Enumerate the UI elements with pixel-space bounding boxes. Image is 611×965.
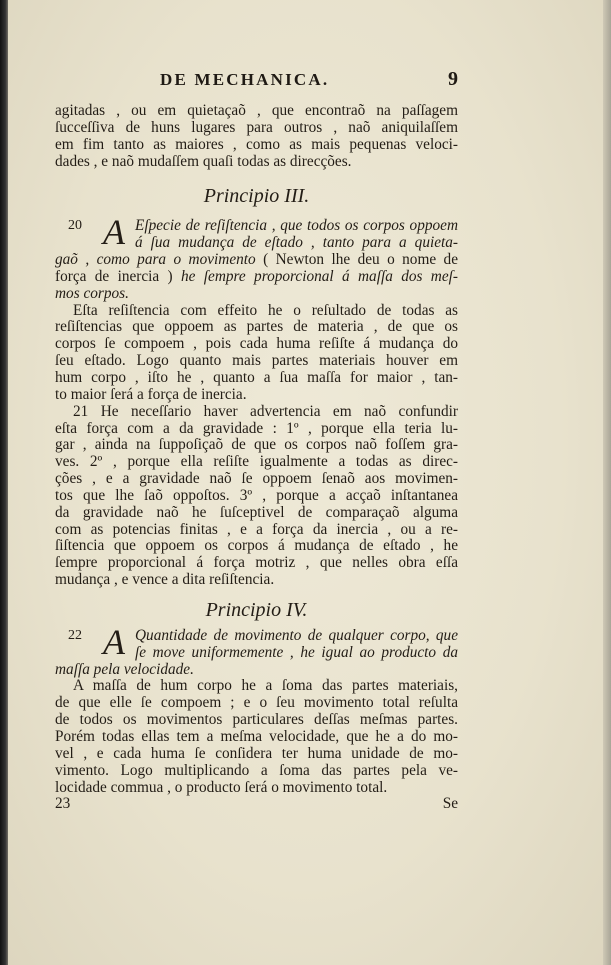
- italic-text: mos corpos.: [55, 284, 129, 302]
- page-body: [55, 103, 458, 814]
- text-line: [55, 103, 458, 120]
- text-line: [55, 746, 458, 763]
- text: tos que lhe ſaõ oppoſtos. 3º , porque a acçaõ inſtantanea: [55, 486, 458, 504]
- catchword: 23 Se: [55, 795, 458, 813]
- text-line: [55, 120, 458, 137]
- text-line: [55, 336, 458, 353]
- paragraph: [55, 103, 458, 170]
- text: Porém todas ellas tem a meſma velocidade, que he a do mo-: [55, 728, 458, 745]
- paragraph: [55, 404, 458, 589]
- text: A maſſa de hum corpo he a ſoma das partes materiais,: [73, 677, 458, 695]
- text-line: [55, 572, 458, 589]
- text: ſeu eſtado. Logo quanto mais partes materiais houver em: [55, 352, 458, 370]
- principle-statement: [55, 212, 458, 302]
- scan-right-edge: [603, 0, 611, 965]
- text: 21 He neceſſario haver advertencia em naõ confundir: [73, 402, 458, 420]
- italic-text: á ſua mudança de eſtado , tanto para a quieta-: [135, 234, 458, 252]
- text: reſiſtencias que oppoem as partes de materia , de que os: [55, 318, 458, 336]
- text-line: [55, 387, 458, 404]
- text: gar , ainda na ſuppoſiçaõ de que os corpos naõ foſſem gra-: [55, 436, 458, 454]
- italic-text: he ſempre proporcional á maſſa dos meſ-: [180, 267, 458, 285]
- text-line: [55, 353, 458, 370]
- text-line: [55, 370, 458, 387]
- text-line: [55, 471, 458, 488]
- drop-cap: A: [103, 212, 125, 253]
- text-line: [55, 780, 458, 797]
- text: corpos ſe compoem , pois cada huma reſiſte á mudança do: [55, 335, 458, 353]
- text-line: [55, 538, 458, 555]
- text: dades , e naõ mudaſſem quaſi todas as direcções.: [55, 152, 352, 170]
- italic-text: maſſa pela velocidade.: [55, 660, 194, 678]
- text: ves. 2º , porque ella reſiſte igualmente a todas as direc-: [55, 453, 458, 471]
- text: ( Newton lhe deu o nome de: [263, 251, 458, 269]
- italic-text: ſe move uniformemente , he igual ao producto da: [135, 643, 458, 661]
- text-line: [55, 488, 458, 505]
- text: mudança , e vence a dita reſiſtencia.: [55, 571, 275, 589]
- text-line: [55, 712, 458, 729]
- text-line: [55, 421, 458, 438]
- principle-statement: [55, 621, 458, 679]
- text: de que elle ſe compoem ; e o ſeu movimento total reſulta: [55, 694, 458, 712]
- paragraph-number: 22: [68, 627, 82, 643]
- text: Eſta reſiſtencia com effeito he o reſultado de todas as: [73, 301, 458, 319]
- text-line: [55, 555, 458, 572]
- text-line: [55, 252, 458, 269]
- paragraph: [55, 678, 458, 796]
- text-line: [55, 695, 458, 712]
- text: ções , e a gravidade naõ ſe oppoem ſenaõ aos movimen-: [55, 470, 458, 488]
- text-line: [55, 763, 458, 780]
- text: hum corpo , iſto he , quanto a ſua maſſa for maior , tan-: [55, 368, 458, 386]
- text: vimento. Logo multiplicando a ſoma das partes pela ve-: [55, 761, 458, 779]
- text: locidade commua , o producto ſerá o movimento total.: [55, 778, 388, 796]
- text-line: [55, 454, 458, 471]
- italic-text: Quantidade de movimento de qualquer corpo, que: [135, 626, 458, 644]
- text-line: [55, 662, 458, 679]
- text-line: [55, 286, 458, 303]
- paragraph: [55, 303, 458, 404]
- text: ſiſtencia que oppoem os corpos á mudança de eſtado , he: [55, 537, 458, 555]
- paragraph-number: 20: [68, 218, 82, 234]
- running-title: DE MECHANICA.: [160, 70, 330, 89]
- italic-text: gaõ , como para o movimento: [55, 251, 264, 269]
- italic-text: Eſpecie de reſiſtencia , que todos os corpos oppoem: [135, 217, 458, 235]
- text: ſempre proporcional á força motriz , que nelles obra eſſa: [55, 554, 458, 572]
- drop-cap: A: [103, 621, 125, 662]
- text: de todos os movimentos particulares deſſas meſmas partes.: [55, 711, 458, 729]
- text-line: [55, 319, 458, 336]
- page-number: 9: [448, 68, 458, 90]
- running-header: [55, 70, 458, 94]
- text-line: [55, 505, 458, 522]
- text: com as potencias finitas , e a força da inercia , ou a re-: [55, 520, 458, 538]
- text-line: [55, 303, 458, 320]
- text: agitadas , ou em quietaçaõ , que encontraõ na paſſagem: [55, 102, 458, 119]
- text: em fim tanto as maiores , como as mais pequenas veloci-: [55, 135, 458, 153]
- text-line: [55, 522, 458, 539]
- text-line: [55, 137, 458, 154]
- text-line: [55, 269, 458, 286]
- text-line: [55, 678, 458, 695]
- text-line: [55, 437, 458, 454]
- section-heading: Principio IV.: [205, 598, 308, 621]
- text: força de inercia ): [55, 267, 181, 285]
- text: da gravidade naõ he ſuſceptivel de comparaçaõ alguma: [55, 503, 458, 521]
- text: vel , e cada huma ſe conſidera ter huma unidade de mo-: [55, 744, 458, 762]
- text-line: [55, 154, 458, 171]
- section-heading: Principio III.: [203, 185, 310, 208]
- text-line: [55, 404, 458, 421]
- text: eſta força com a da gravidade : 1º , porque ella teria lu-: [55, 419, 458, 437]
- text: to maior ſerá a força de inercia.: [55, 385, 247, 403]
- text: ſucceſſiva de huns lugares para outros , naõ aniquilaſſem: [55, 118, 458, 136]
- text-line: [55, 729, 458, 746]
